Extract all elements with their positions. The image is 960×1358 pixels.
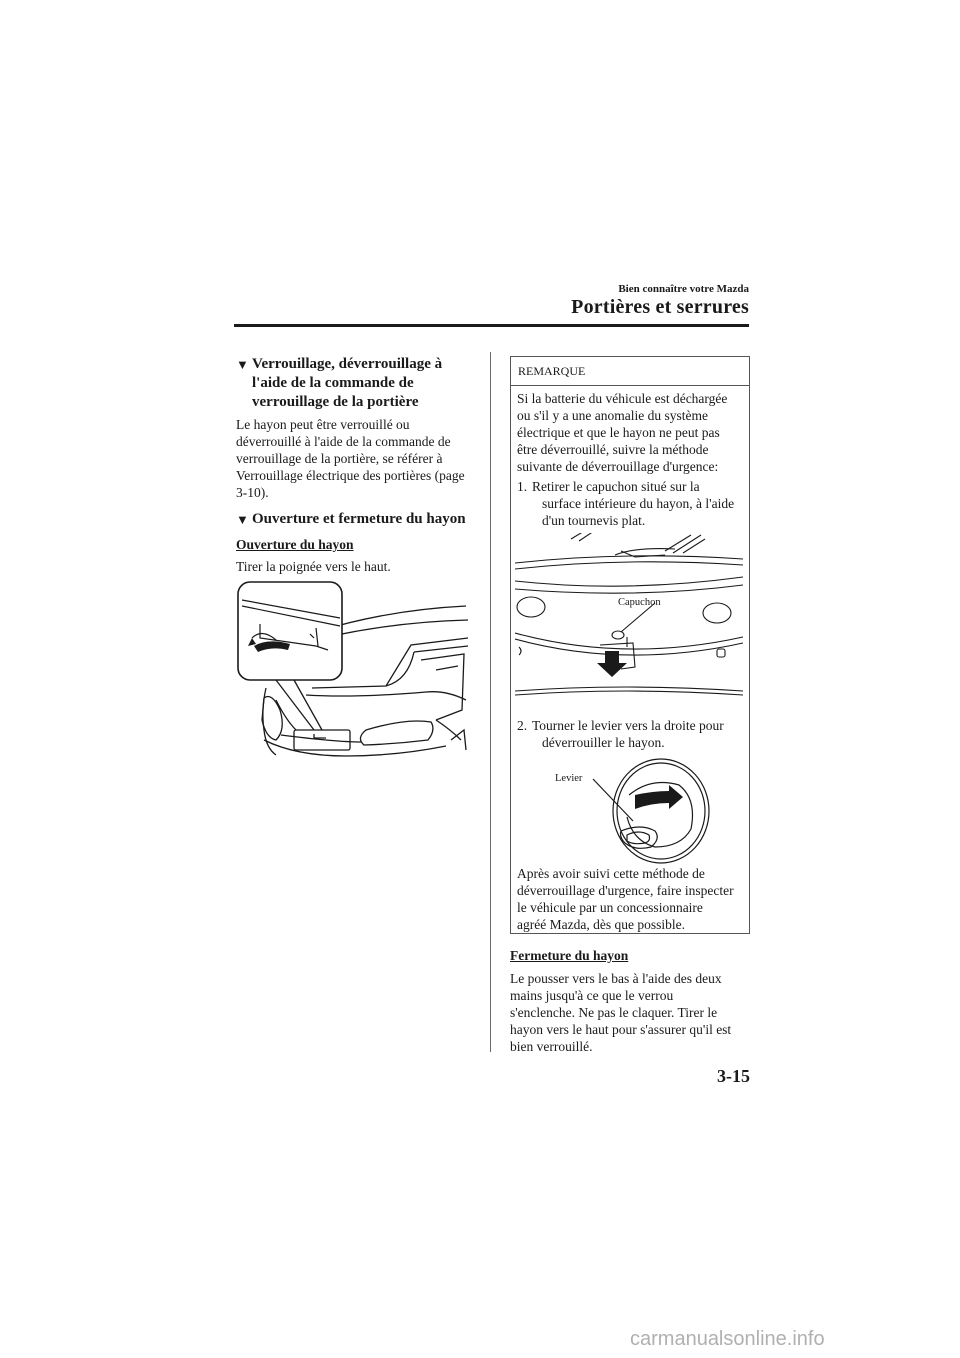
capuchon-label: Capuchon	[618, 597, 661, 608]
note-step-2	[517, 717, 759, 751]
text-line: Le pousser vers le bas à l'aide des deux	[510, 971, 722, 986]
subheading-opening: Ouverture du hayon	[236, 537, 354, 552]
text-line: verrouillage de la portière, se référer à	[236, 451, 443, 466]
note-box	[510, 356, 750, 934]
paragraph-opening: Tirer la poignée vers le haut.	[236, 559, 391, 574]
lever-illustration	[541, 755, 711, 865]
heading-line: Ouverture et fermeture du hayon	[252, 511, 466, 527]
subheading-closing: Fermeture du hayon	[510, 948, 629, 963]
text-line: mains jusqu'à ce que le verrou	[510, 988, 674, 1003]
text-line: suivante de déverrouillage d'urgence:	[517, 459, 719, 474]
text-line: le véhicule par un concessionnaire	[517, 900, 703, 915]
heading-line: l'aide de la commande de	[252, 375, 414, 391]
page-number: 3-15	[717, 1066, 750, 1086]
note-header	[511, 357, 749, 386]
step-number: 2.	[517, 718, 528, 733]
text-line: 3-10).	[236, 485, 269, 500]
paragraph-door-lock	[236, 416, 486, 501]
step-number: 1.	[517, 479, 528, 494]
text-line: Tourner le levier vers la droite pour	[532, 718, 724, 733]
text-line: déverrouillage d'urgence, faire inspecter	[517, 883, 734, 898]
paragraph-closing	[510, 970, 750, 1055]
header-rule	[234, 324, 749, 327]
text-line: Si la batterie du véhicule est déchargée	[517, 391, 728, 406]
text-line: électrique et que le hayon ne peut pas	[517, 425, 720, 440]
column-divider	[490, 352, 491, 1052]
heading-opening-closing	[236, 510, 486, 529]
text-line: surface intérieure du hayon, à l'aide	[542, 496, 735, 511]
note-step-1	[517, 478, 759, 529]
text-line: Verrouillage électrique des portières (page	[236, 468, 465, 483]
text-line: s'enclenche. Ne pas le claquer. Tirer le	[510, 1005, 718, 1020]
text-line: Après avoir suivi cette méthode de	[517, 866, 705, 881]
triangle-bullet-icon: ▼	[236, 357, 249, 372]
note-outro	[517, 865, 749, 933]
text-line: Le hayon peut être verrouillé ou	[236, 417, 410, 432]
rear-hatch-illustration	[236, 580, 472, 760]
hatch-interior-illustration	[515, 533, 745, 697]
heading-door-lock-switch	[236, 355, 486, 412]
text-line: agréé Mazda, dès que possible.	[517, 917, 685, 932]
note-intro	[517, 390, 747, 475]
triangle-bullet-icon: ▼	[236, 512, 249, 527]
text-line: d'un tournevis plat.	[542, 513, 646, 528]
text-line: être déverrouillé, suivre la méthode	[517, 442, 709, 457]
note-label: REMARQUE	[518, 364, 586, 378]
text-line: bien verrouillé.	[510, 1039, 593, 1054]
heading-line: Verrouillage, déverrouillage à	[252, 356, 443, 372]
text-line: ou s'il y a une anomalie du système	[517, 408, 709, 423]
section-label: Bien connaître votre Mazda	[618, 283, 749, 295]
levier-label: Levier	[555, 773, 583, 784]
text-line: hayon vers le haut pour s'assurer qu'il est	[510, 1022, 732, 1037]
text-line: Retirer le capuchon situé sur la	[532, 479, 700, 494]
text-line: déverrouillé à l'aide de la commande de	[236, 434, 451, 449]
page-title: Portières et serrures	[571, 296, 749, 318]
watermark: carmanualsonline.info	[630, 1328, 825, 1350]
heading-line: verrouillage de la portière	[252, 394, 419, 410]
text-line: déverrouiller le hayon.	[542, 735, 665, 750]
